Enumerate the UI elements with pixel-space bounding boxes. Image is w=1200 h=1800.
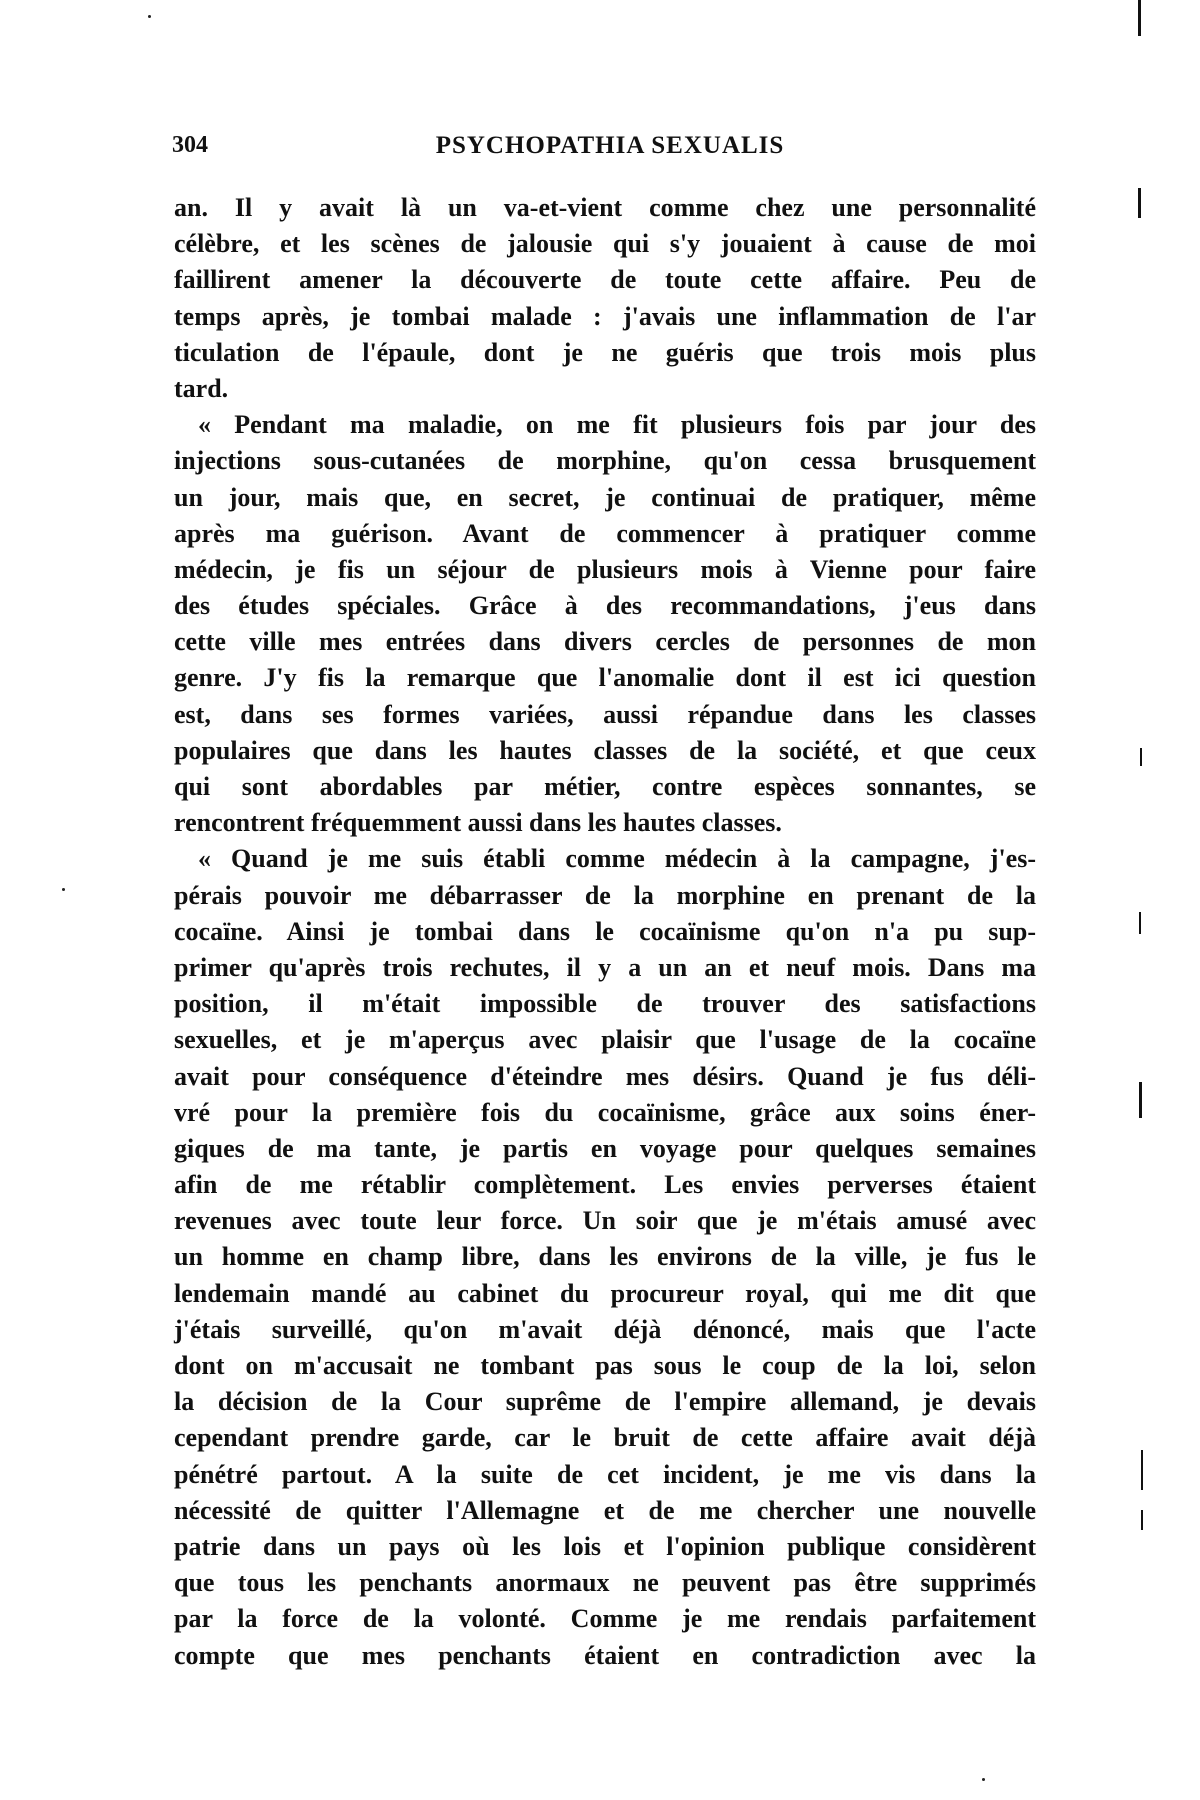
text-line: rencontrent fréquemment aussi dans les hautes classes. (174, 808, 782, 838)
scan-mark (1141, 1510, 1143, 1530)
text-line: que tous les penchants anormaux ne peuvent pas être supprimés (174, 1568, 1036, 1598)
text-line: an. Il y avait là un va-et-vient comme chez une personnalité (174, 193, 1036, 222)
text-line: cette ville mes entrées dans divers cercles de personnes de mon (174, 627, 1036, 657)
text-line: un jour, mais que, en secret, je continuai de pratiquer, même (174, 482, 1036, 512)
text-line: temps après, je tombai malade : j'avais une inflammation de l'ar (174, 301, 1036, 331)
text-line: giques de ma tante, je partis en voyage pour quelques semaines (174, 1133, 1036, 1163)
text-line: des études spéciales. Grâce à des recommandations, j'eus dans (174, 591, 1036, 621)
text-line: compte que mes penchants étaient en contradiction avec la (174, 1640, 1036, 1670)
text-line: primer qu'après trois rechutes, il y a un an et neuf mois. Dans ma (174, 952, 1036, 982)
text-line: nécessité de quitter l'Allemagne et de me chercher une nouvelle (174, 1495, 1036, 1525)
text-line: cependant prendre garde, car le bruit de cette affaire avait déjà (174, 1423, 1036, 1453)
body-text (174, 190, 1036, 1674)
text-line: pénétré partout. A la suite de cet incident, je me vis dans la (174, 1459, 1036, 1489)
text-line: la décision de la Cour suprême de l'empire allemand, je devais (174, 1387, 1036, 1417)
scan-dot (62, 888, 65, 891)
scan-mark (1138, 188, 1141, 218)
text-line: injections sous-cutanées de morphine, qu'on cessa brusquement (174, 446, 1036, 476)
scan-mark (1139, 912, 1141, 934)
scan-dot (148, 15, 151, 18)
text-line: après ma guérison. Avant de commencer à pratiquer comme (174, 518, 1036, 548)
text-line: un homme en champ libre, dans les environs de la ville, je fus le (174, 1242, 1036, 1272)
scan-mark (1141, 1450, 1143, 1490)
text-line: ticulation de l'épaule, dont je ne guéris que trois mois plus (174, 337, 1036, 367)
text-line: lendemain mandé au cabinet du procureur royal, qui me dit que (174, 1278, 1036, 1308)
text-line: position, il m'était impossible de trouver des satisfactions (174, 989, 1036, 1019)
text-line: pérais pouvoir me débarrasser de la morphine en prenant de la (174, 880, 1036, 910)
running-title: PSYCHOPATHIA SEXUALIS (435, 132, 785, 159)
text-line: médecin, je fis un séjour de plusieurs mois à Vienne pour faire (174, 554, 1036, 584)
text-line: genre. J'y fis la remarque que l'anomalie dont il est ici question (174, 663, 1036, 693)
text-line: avait pour conséquence d'éteindre mes désirs. Quand je fus déli- (174, 1061, 1036, 1091)
scan-mark (1139, 1082, 1142, 1118)
text-line: est, dans ses formes variées, aussi répandue dans les classes (174, 699, 1036, 729)
scan-dot (982, 1778, 985, 1781)
text-line: sexuelles, et je m'aperçus avec plaisir que l'usage de la cocaïne (174, 1025, 1036, 1055)
text-line: tard. (174, 373, 229, 403)
text-line: dont on m'accusait ne tombant pas sous le coup de la loi, selon (174, 1351, 1036, 1380)
text-line: patrie dans un pays où les lois et l'opinion publique considèrent (174, 1531, 1036, 1561)
text-line: j'étais surveillé, qu'on m'avait déjà dénoncé, mais que l'acte (174, 1314, 1036, 1344)
text-line: faillirent amener la découverte de toute cette affaire. Peu de (174, 265, 1036, 295)
text-line: célèbre, et les scènes de jalousie qui s'y jouaient à cause de moi (174, 229, 1036, 259)
text-line: cocaïne. Ainsi je tombai dans le cocaïnisme qu'on n'a pu sup- (174, 916, 1036, 946)
text-line: « Quand je me suis établi comme médecin à la campagne, j'es- (198, 844, 1036, 874)
text-line: revenues avec toute leur force. Un soir que je m'étais amusé avec (174, 1206, 1036, 1236)
text-line: par la force de la volonté. Comme je me rendais parfaitement (174, 1604, 1036, 1634)
text-line: « Pendant ma maladie, on me fit plusieurs fois par jour des (198, 410, 1036, 440)
scan-mark (1138, 0, 1141, 36)
text-line: vré pour la première fois du cocaïnisme, grâce aux soins éner- (174, 1097, 1036, 1127)
text-line: afin de me rétablir complètement. Les envies perverses étaient (174, 1170, 1036, 1200)
text-line: qui sont abordables par métier, contre espèces sonnantes, se (174, 772, 1036, 801)
page-number: 304 (172, 132, 208, 158)
scan-mark (1140, 748, 1142, 766)
text-line: populaires que dans les hautes classes de la société, et que ceux (174, 735, 1036, 765)
